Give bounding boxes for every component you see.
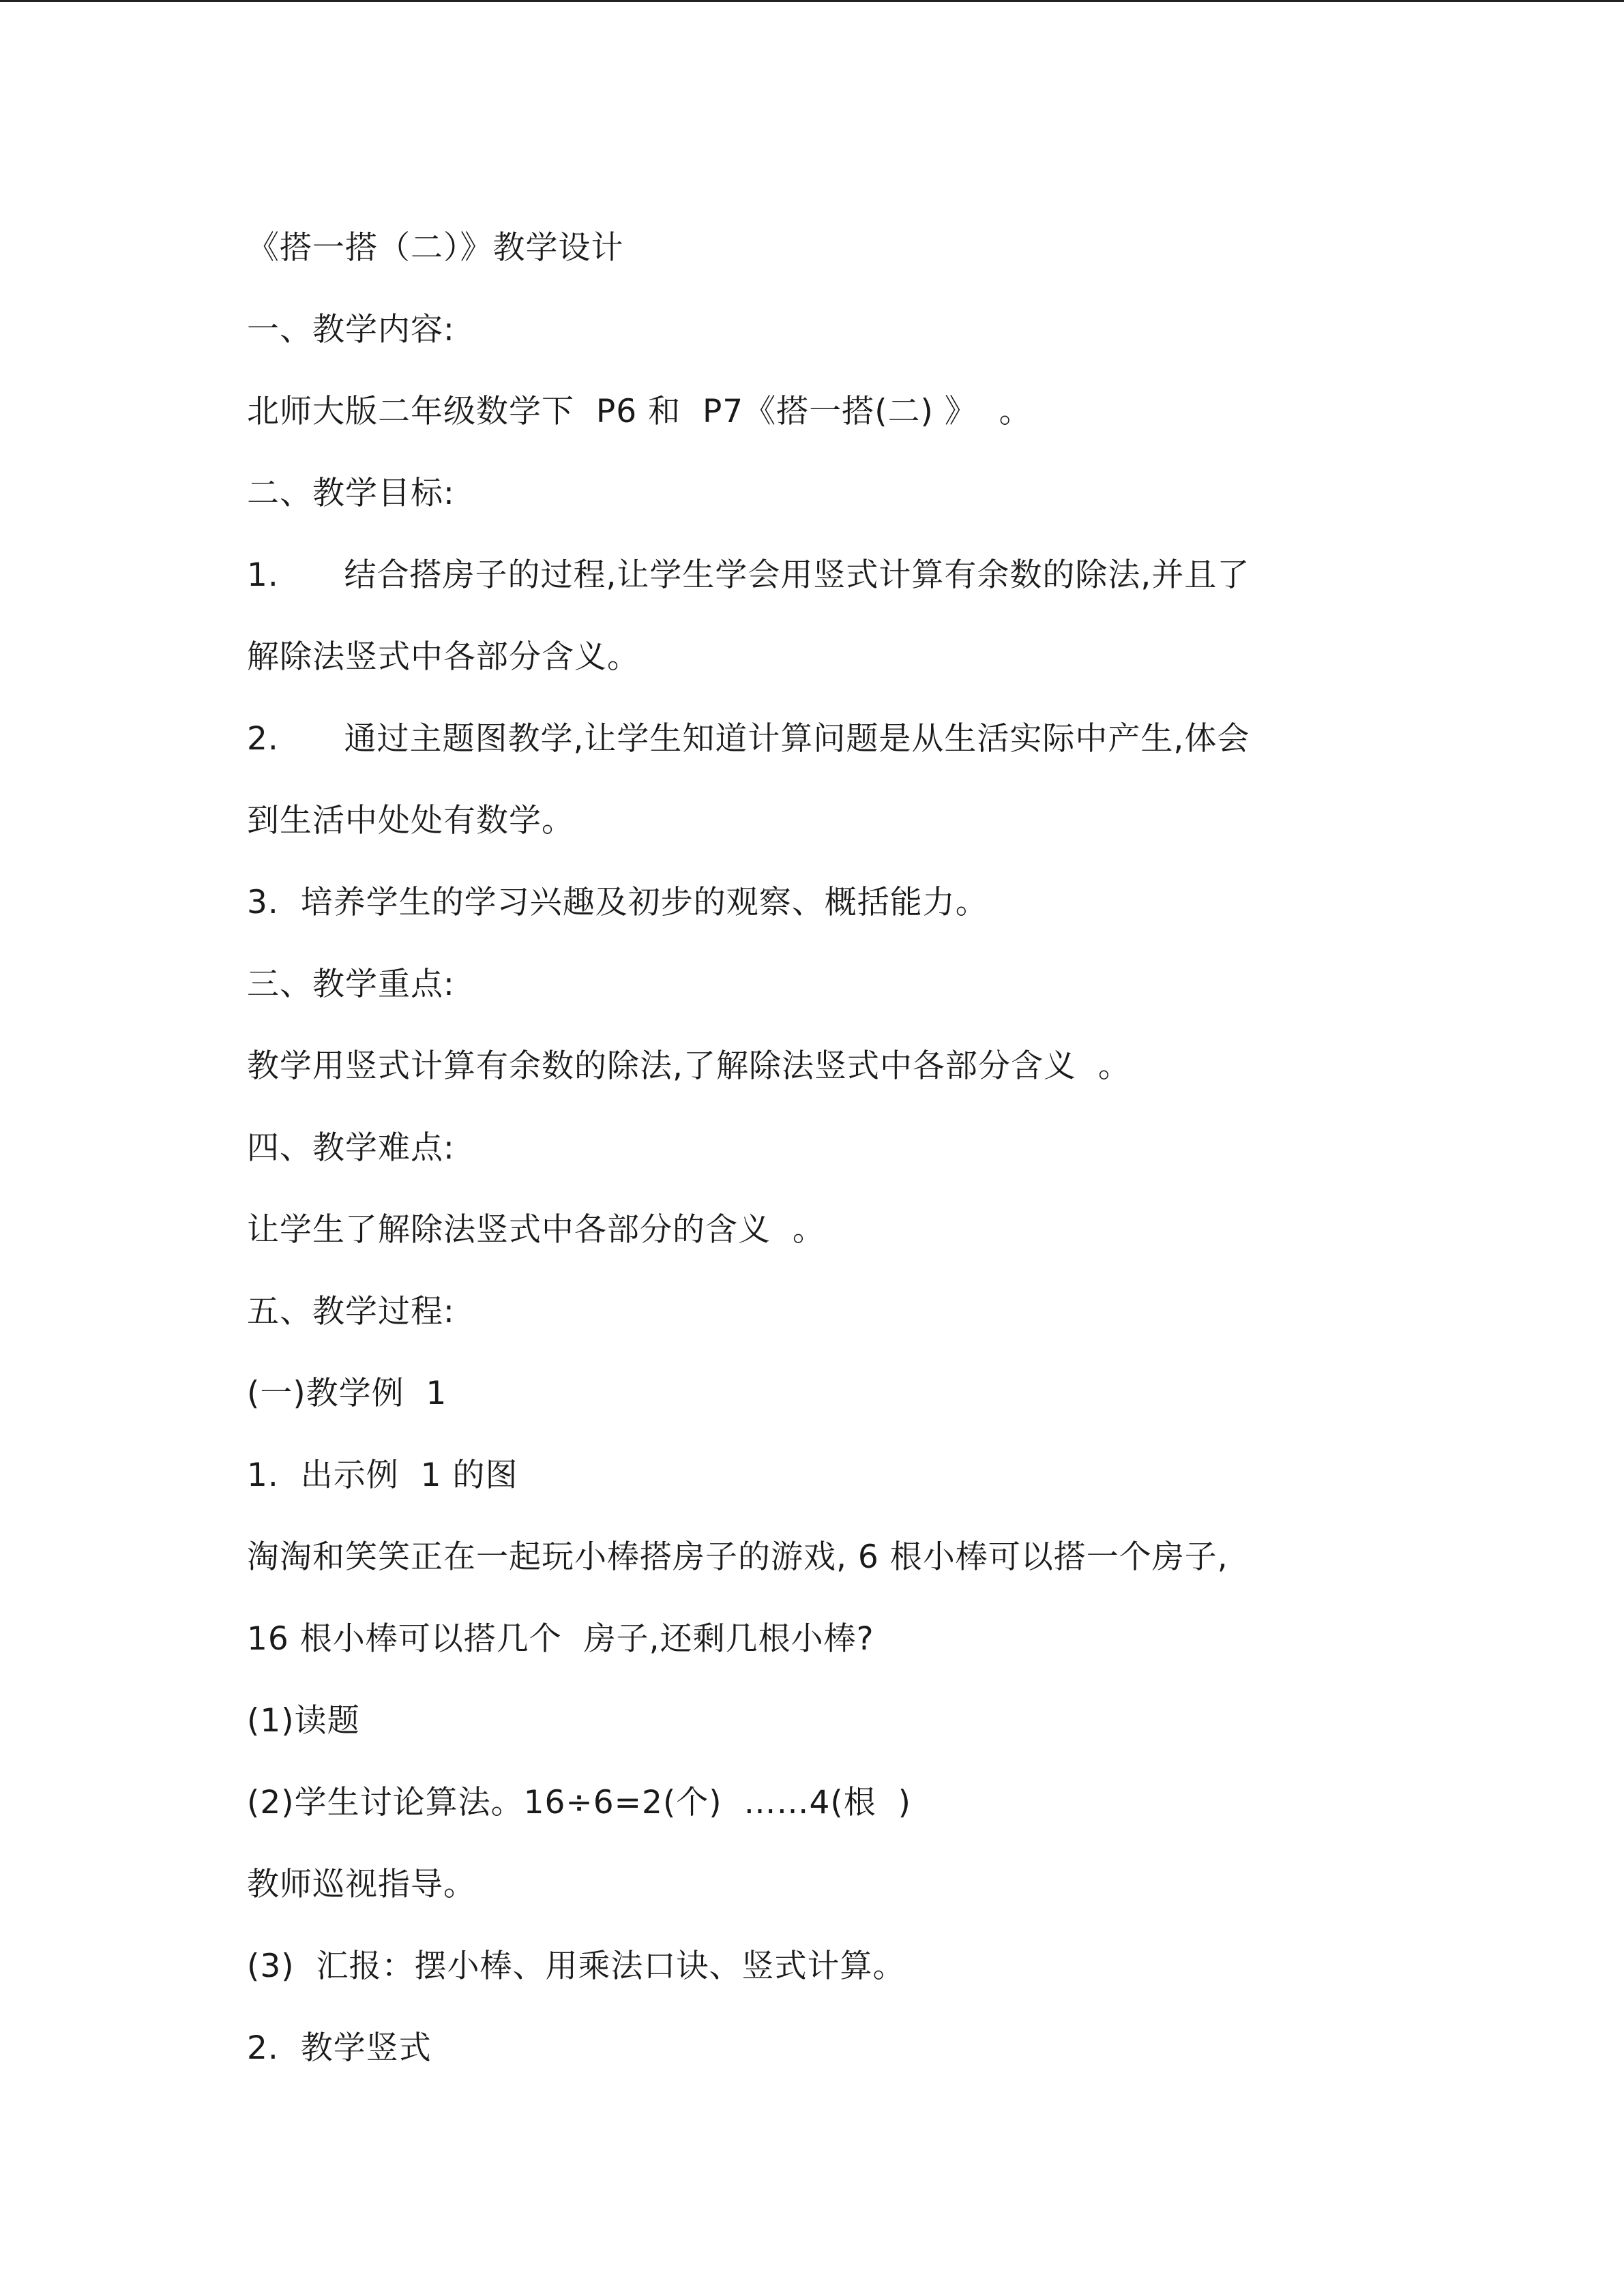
step-discuss-method: (2)学生讨论算法。16÷6=2(个) ……4(根 ) [247, 1784, 911, 1821]
section-heading-process: 五、教学过程: [247, 1293, 455, 1330]
step-report: (3) 汇报：摆小棒、用乘法口诀、竖式计算。 [247, 1948, 906, 1985]
objective-2-line-2: 到生活中处处有数学。 [247, 802, 574, 839]
step-show-figure: 1. 出示例 1 的图 [247, 1457, 518, 1494]
section-heading-key-points: 三、教学重点: [247, 966, 455, 1003]
problem-text-line-1: 淘淘和笑笑正在一起玩小棒搭房子的游戏, 6 根小棒可以搭一个房子, [247, 1538, 1228, 1576]
subsection-example-1: (一)教学例 1 [247, 1375, 447, 1412]
problem-text-line-2: 16 根小棒可以搭几个 房子,还剩几根小棒? [247, 1620, 874, 1658]
step-read-problem: (1)读题 [247, 1702, 360, 1740]
document-title: 《搭一搭（二）》教学设计 [247, 229, 624, 267]
section-heading-objectives: 二、教学目标: [247, 475, 455, 512]
objective-1-line-1: 1. 结合搭房子的过程,让学生学会用竖式计算有余数的除法,并且了 [247, 556, 1250, 594]
teacher-guidance: 教师巡视指导。 [247, 1866, 476, 1903]
step-teach-vertical-form: 2. 教学竖式 [247, 2029, 432, 2067]
objective-1-line-2: 解除法竖式中各部分含义。 [247, 638, 640, 676]
section-heading-content: 一、教学内容: [247, 311, 455, 348]
paragraph-difficulties: 让学生了解除法竖式中各部分的含义 。 [247, 1211, 825, 1249]
objective-3: 3. 培养学生的学习兴趣及初步的观察、概括能力。 [247, 884, 988, 921]
section-heading-difficulties: 四、教学难点: [247, 1129, 455, 1167]
paragraph-textbook-source: 北师大版二年级数学下 P6 和 P7《搭一搭(二) 》 。 [247, 393, 1032, 430]
objective-2-line-1: 2. 通过主题图教学,让学生知道计算问题是从生活实际中产生,体会 [247, 720, 1250, 758]
paragraph-key-points: 教学用竖式计算有余数的除法,了解除法竖式中各部分含义 。 [247, 1047, 1131, 1085]
